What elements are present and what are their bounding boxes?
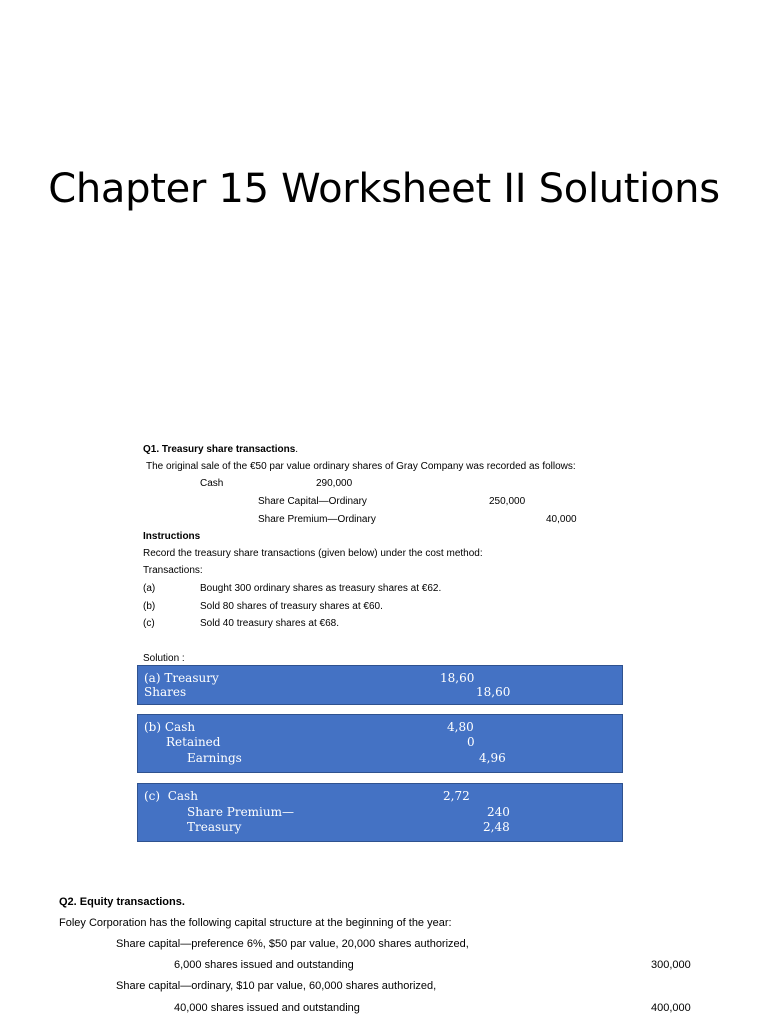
solution-c-line1: (c) Cash: [144, 789, 198, 803]
solution-a-line2: Shares: [144, 685, 187, 699]
solution-c-line3: Treasury: [187, 820, 242, 834]
transaction-b-label: (b): [143, 601, 156, 612]
instructions-text: Record the treasury share transactions (given below) under the cost method:: [143, 548, 483, 559]
solution-b-credit: 4,96: [479, 751, 506, 765]
solution-b-debit2: 0: [467, 735, 475, 749]
entry-account-share-premium: Share Premium—Ordinary: [258, 514, 376, 525]
solution-a-box: [137, 665, 623, 705]
solution-b-debit: 4,80: [447, 720, 474, 734]
entry-amount-share-premium: 40,000: [546, 514, 577, 525]
q1-heading-text: Q1. Treasury share transactions: [143, 444, 296, 455]
entry-account-cash: Cash: [200, 478, 224, 489]
q2-line-ordinary-issued: 40,000 shares issued and outstanding: [174, 1002, 360, 1014]
entry-amount-cash: 290,000: [316, 478, 353, 489]
solution-a-credit: 18,60: [476, 685, 511, 699]
q1-heading: [143, 444, 298, 456]
q2-heading: Q2. Equity transactions.: [59, 896, 185, 908]
q2-intro: Foley Corporation has the following capital structure at the beginning of the year:: [59, 917, 452, 929]
solution-c-credit1: 240: [487, 805, 510, 819]
transaction-a-label: (a): [143, 583, 156, 594]
entry-account-share-capital: Share Capital—Ordinary: [258, 496, 367, 507]
solution-b-line1: (b) Cash: [144, 720, 196, 734]
q2-line-preference-issued: 6,000 shares issued and outstanding: [174, 959, 354, 971]
solution-c-debit: 2,72: [443, 789, 470, 803]
transaction-a-text: Bought 300 ordinary shares as treasury shares at €62.: [200, 583, 442, 594]
transaction-c-text: Sold 40 treasury shares at €68.: [200, 618, 339, 629]
q2-amount-preference: 300,000: [651, 959, 691, 971]
solution-label: Solution :: [143, 653, 185, 664]
q2-amount-ordinary: 400,000: [651, 1002, 691, 1014]
instructions-heading: Instructions: [143, 531, 201, 542]
solution-c-credit2: 2,48: [483, 820, 510, 834]
solution-b-box: [137, 714, 623, 773]
q2-line-ordinary: Share capital—ordinary, $10 par value, 60,000 shares authorized,: [116, 980, 437, 992]
solution-b-line2: Retained: [166, 735, 221, 749]
solution-a-line1: (a) Treasury: [144, 671, 219, 685]
solution-c-line2: Share Premium—: [187, 805, 294, 819]
q2-line-preference: Share capital—preference 6%, $50 par value, 20,000 shares authorized,: [116, 938, 469, 950]
page-title: Chapter 15 Worksheet II Solutions: [48, 166, 720, 212]
solution-a-debit: 18,60: [440, 671, 475, 685]
q1-heading-dot: .: [295, 444, 299, 455]
transactions-label: Transactions:: [143, 565, 203, 576]
solution-c-box: [137, 783, 623, 842]
entry-amount-share-capital: 250,000: [489, 496, 526, 507]
transaction-c-label: (c): [143, 618, 155, 629]
transaction-b-text: Sold 80 shares of treasury shares at €60.: [200, 601, 383, 612]
q1-intro: The original sale of the €50 par value ordinary shares of Gray Company was recorded as follows:: [146, 461, 576, 472]
solution-b-line3: Earnings: [187, 751, 242, 765]
